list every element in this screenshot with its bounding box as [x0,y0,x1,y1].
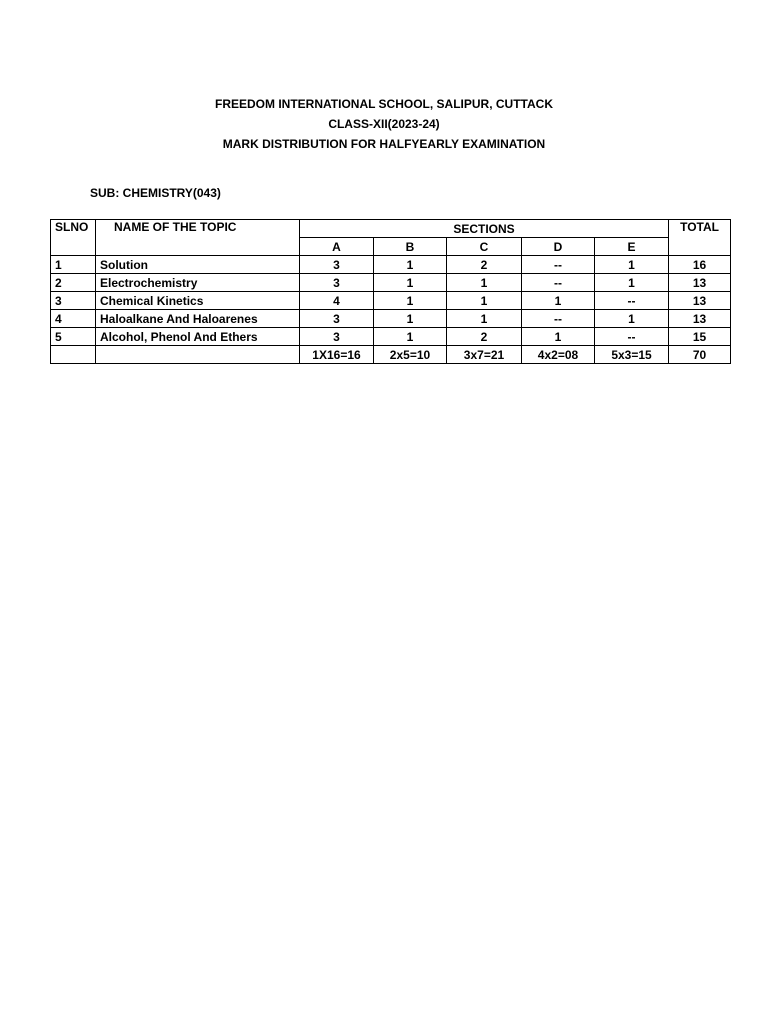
cell-d: -- [522,274,595,292]
cell-slno: 4 [51,310,96,328]
cell-slno: 1 [51,256,96,274]
cell-c: 1 [447,310,522,328]
header-section-a: A [300,238,374,256]
cell-c: 2 [447,256,522,274]
cell-a: 3 [300,274,374,292]
table-row [51,328,731,346]
cell-topic: Solution [96,256,300,274]
header-section-b: B [374,238,447,256]
summary-d: 4x2=08 [522,346,595,364]
cell-c: 2 [447,328,522,346]
cell-a: 3 [300,310,374,328]
cell-c: 1 [447,274,522,292]
table-row [51,310,731,328]
cell-a: 4 [300,292,374,310]
school-name: FREEDOM INTERNATIONAL SCHOOL, SALIPUR, CUTTACK [215,97,553,111]
cell-e: -- [595,292,669,310]
cell-topic: Chemical Kinetics [96,292,300,310]
cell-total: 15 [669,328,731,346]
cell-d: 1 [522,328,595,346]
cell-d: 1 [522,292,595,310]
header-total: TOTAL [669,220,731,256]
cell-a: 3 [300,256,374,274]
summary-c: 3x7=21 [447,346,522,364]
cell-slno: 5 [51,328,96,346]
header-section-d: D [522,238,595,256]
summary-a: 1X16=16 [300,346,374,364]
summary-total: 70 [669,346,731,364]
header-sections: SECTIONS [300,220,669,238]
table-row [51,256,731,274]
header-section-c: C [447,238,522,256]
cell-b: 1 [374,310,447,328]
cell-empty [96,346,300,364]
cell-topic: Alcohol, Phenol And Ethers [96,328,300,346]
cell-e: -- [595,328,669,346]
cell-b: 1 [374,292,447,310]
cell-total: 13 [669,274,731,292]
cell-a: 3 [300,328,374,346]
cell-total: 16 [669,256,731,274]
header-section-e: E [595,238,669,256]
cell-empty [51,346,96,364]
class-label: CLASS-XII(2023-24) [328,117,440,131]
header-row [51,220,731,238]
table-row [51,292,731,310]
document-title: MARK DISTRIBUTION FOR HALFYEARLY EXAMINATION [222,137,546,151]
cell-b: 1 [374,256,447,274]
cell-total: 13 [669,292,731,310]
subject-label: SUB: CHEMISTRY(043) [90,186,221,200]
summary-e: 5x3=15 [595,346,669,364]
header-topic: NAME OF THE TOPIC [96,220,300,256]
cell-c: 1 [447,292,522,310]
cell-topic: Haloalkane And Haloarenes [96,310,300,328]
cell-topic: Electrochemistry [96,274,300,292]
document-header [0,94,768,154]
cell-e: 1 [595,256,669,274]
cell-slno: 2 [51,274,96,292]
summary-row [51,346,731,364]
cell-e: 1 [595,310,669,328]
cell-b: 1 [374,328,447,346]
cell-d: -- [522,310,595,328]
cell-total: 13 [669,310,731,328]
header-slno: SLNO [51,220,96,256]
cell-b: 1 [374,274,447,292]
summary-b: 2x5=10 [374,346,447,364]
cell-slno: 3 [51,292,96,310]
cell-e: 1 [595,274,669,292]
mark-distribution-table [50,219,731,364]
cell-d: -- [522,256,595,274]
table-row [51,274,731,292]
